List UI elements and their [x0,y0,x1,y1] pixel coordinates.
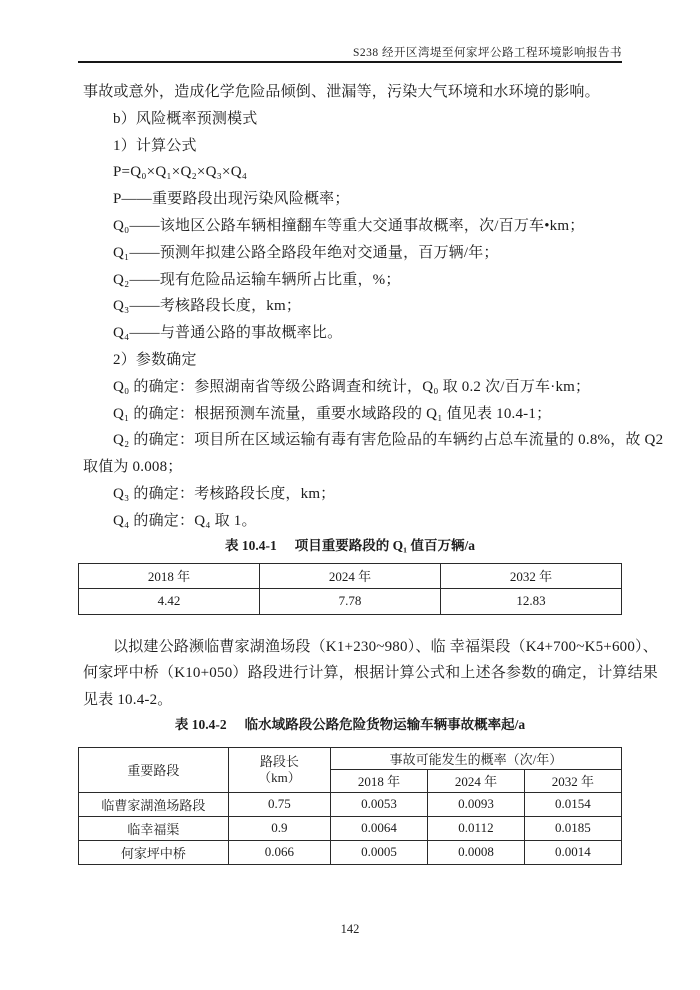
table-row [79,563,622,588]
table2-prob-cell: 0.0112 [428,816,525,840]
table1-header-2018: 2018 年 [79,563,260,588]
header-divider-line [78,61,622,63]
table2-prob-cell: 0.0014 [524,840,621,864]
paragraph-line: 见表 10.4-2。 [83,692,173,709]
body-line: b）风险概率预测模式 [113,110,258,127]
table-accident-probability [78,747,622,865]
definition-line: Q₀——该地区公路车辆相撞翻车等重大交通事故概率，次/百万车•km； [113,217,585,234]
table2-header-2018: 2018 年 [330,769,427,792]
table1-header-2032: 2032 年 [441,563,622,588]
parameter-line: Q₂ 的确定：项目所在区域运输有毒有害危险品的车辆约占总车流量的 0.8%，故 Q2 [113,432,664,449]
table2-header-2032: 2032 年 [524,769,621,792]
table1-caption-label: 表 10.4-1 [224,537,277,553]
parameter-line: Q₃ 的确定：考核路段长度，km； [113,485,336,502]
page-header-title: S238 经开区湾堤至何家坪公路工程环境影响报告书 [352,47,622,59]
table-row [79,747,622,769]
table2-length-cell: 0.066 [228,840,330,864]
definition-line: P——重要路段出现污染风险概率； [113,191,350,208]
table1-value-2024: 7.78 [260,588,441,614]
parameter-line: Q₄ 的确定：Q₄ 取 1。 [113,512,257,529]
table1-value-2032: 12.83 [441,588,622,614]
table2-header-probability-group: 事故可能发生的概率（次/年） [330,747,621,769]
definition-line: Q₂——现有危险品运输车辆所占比重，%； [113,271,401,288]
body-line: 1）计算公式 [113,137,197,154]
definition-line: Q₄——与普通公路的事故概率比。 [113,325,343,342]
table2-header-length-line2: （km） [258,769,301,785]
table2-prob-cell: 0.0154 [524,792,621,816]
table1-caption-text: 项目重要路段的 Q₁ 值百万辆/a [294,537,476,553]
parameter-line: Q₀ 的确定：参照湖南省等级公路调查和统计，Q₀ 取 0.2 次/百万车·km； [113,378,591,395]
paragraph-line: 何家坪中桥（K10+050）路段进行计算，根据计算公式和上述各参数的确定，计算结果 [83,665,658,682]
table-row [79,588,622,614]
definition-line: Q₃——考核路段长度，km； [113,298,302,315]
table2-road-cell: 临曹家湖渔场路段 [79,792,229,816]
table2-prob-cell: 0.0008 [428,840,525,864]
table2-prob-cell: 0.0064 [330,816,427,840]
table2-caption-label: 表 10.4-2 [174,716,227,732]
body-line: 事故或意外，造成化学危险品倾倒、泄漏等，污染大气环境和水环境的影响。 [83,84,600,100]
table1-caption [78,535,622,557]
table2-road-cell: 何家坪中桥 [79,840,229,864]
table-row [79,840,622,864]
table-row [79,816,622,840]
page-content [78,79,664,865]
table2-caption-text: 临水域路段公路危险货物运输车辆事故概率起/a [244,716,526,732]
table2-header-length-line1: 路段长 [259,753,299,769]
table-q1-values [78,563,622,615]
table2-prob-cell: 0.0185 [524,816,621,840]
table2-header-road: 重要路段 [79,747,229,792]
page-number: 142 [340,922,360,936]
formula-line: P=Q₀×Q₁×Q₂×Q₃×Q₄ [113,164,248,181]
definition-line: Q₁——预测年拟建公路全路段年绝对交通量，百万辆/年； [113,244,499,261]
table2-road-cell: 临幸福渠 [79,816,229,840]
table2-length-cell: 0.75 [228,792,330,816]
table2-header-length [228,747,330,792]
parameter-line: 取值为 0.008； [83,459,183,476]
table2-prob-cell: 0.0005 [330,840,427,864]
table2-prob-cell: 0.0093 [428,792,525,816]
body-line: 2）参数确定 [113,351,197,368]
paragraph-line: 以拟建公路濒临曹家湖渔场段（K1+230~980）、临 幸福渠段（K4+700~K5+600）、 [113,638,658,655]
table-row [79,792,622,816]
table2-header-2024: 2024 年 [428,769,525,792]
table2-length-cell: 0.9 [228,816,330,840]
parameter-line: Q₁ 的确定：根据预测车流量，重要水域路段的 Q₁ 值见表 10.4-1； [113,405,552,422]
table2-prob-cell: 0.0053 [330,792,427,816]
table1-value-2018: 4.42 [79,588,260,614]
table2-caption [78,714,622,736]
table1-header-2024: 2024 年 [260,563,441,588]
